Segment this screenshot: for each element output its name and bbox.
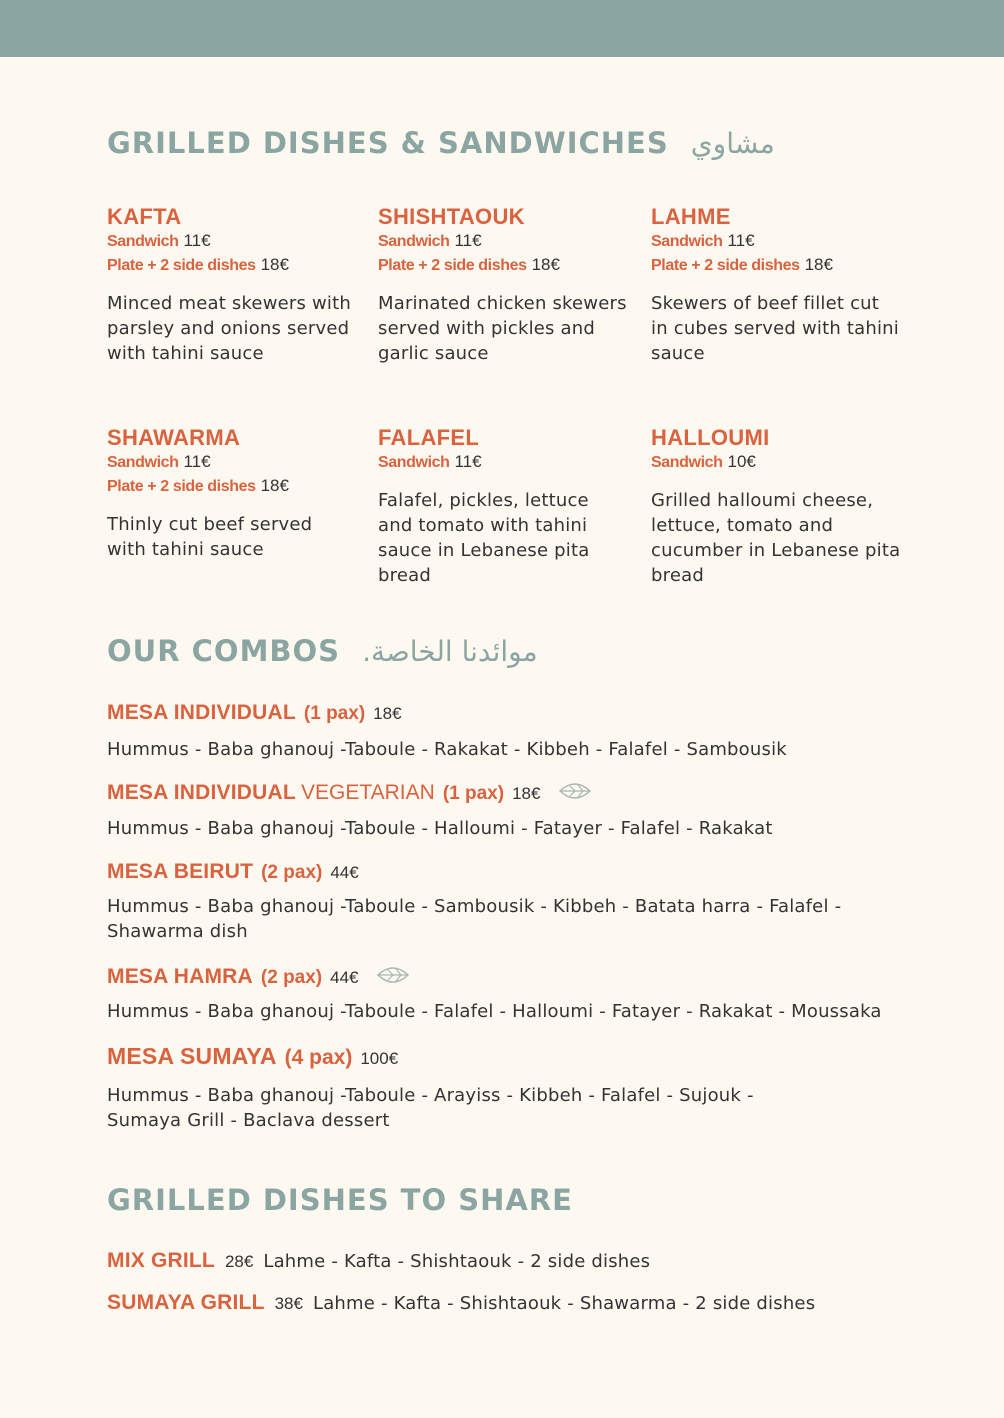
share-price: 38€ [274,1294,303,1313]
dish-lahme [651,205,901,366]
combo-price: 100€ [360,1049,399,1068]
combo-pax: (4 pax) [284,1046,353,1069]
plate-price-line [107,474,357,498]
section-title-text: OUR COMBOS [107,634,341,668]
price-value: 11€ [454,452,482,471]
price-label: Plate + 2 side dishes [107,257,256,274]
plate-price-line [107,253,357,277]
section-title-text: GRILLED DISHES & SANDWICHES [107,126,669,160]
combo-pax: (2 pax) [261,862,323,883]
sandwich-price-line [651,450,901,474]
dish-description: Thinly cut beef served with tahini sauce [107,514,313,560]
price-value: 18€ [260,476,289,495]
share-items: Lahme - Kafta - Shishtaouk - 2 side dishes [263,1251,651,1272]
price-label: Sandwich [107,233,179,250]
combo-mesa-individual-vegetarian [107,780,592,809]
combo-name: MESA INDIVIDUAL [107,701,296,724]
share-sumaya-grill [107,1290,815,1317]
combo-name: MESA BEIRUT [107,860,254,883]
sandwich-price-line [378,229,628,253]
sandwich-price-line [107,450,357,474]
plate-price-line [378,253,628,277]
dish-name: KAFTA [107,204,182,229]
price-value: 11€ [727,231,755,250]
dish-name: HALLOUMI [651,425,770,450]
combo-pax: (1 pax) [442,783,505,804]
leaf-icon [558,781,592,809]
combo-pax: (1 pax) [303,703,366,724]
sandwich-price-line [651,229,901,253]
combo-price: 18€ [512,784,541,803]
price-value: 11€ [183,231,211,250]
section-title-combos [107,634,538,668]
combo-items: Hummus - Baba ghanouj -Taboule - Rakakat - Kibbeh - Falafel - Sambousik [107,739,787,760]
price-label: Sandwich [651,454,723,471]
sandwich-price-line [107,229,357,253]
combo-price: 44€ [330,863,359,882]
dish-name: FALAFEL [378,425,480,450]
dish-shawarma [107,426,357,562]
combo-items: Hummus - Baba ghanouj -Taboule - Falafel - Halloumi - Fatayer - Rakakat - Moussaka [107,1001,882,1022]
dish-description: Marinated chicken skewers served with pickles and garlic sauce [378,293,627,364]
dish-falafel [378,426,628,588]
combo-mesa-hamra [107,964,410,993]
price-label: Sandwich [378,233,450,250]
dish-halloumi [651,426,901,588]
share-mix-grill [107,1248,650,1275]
share-price: 28€ [224,1252,254,1271]
combo-vegetarian-label: VEGETARIAN [301,781,435,804]
price-value: 10€ [727,452,756,471]
price-value: 18€ [531,255,560,274]
combo-name: MESA INDIVIDUAL [107,781,296,804]
combo-mesa-sumaya [107,1043,398,1072]
dish-description: Minced meat skewers with parsley and onions served with tahini sauce [107,293,351,364]
combo-name: MESA SUMAYA [107,1043,277,1069]
price-value: 11€ [183,452,211,471]
combo-price: 18€ [373,704,402,723]
dish-kafta [107,205,357,366]
section-title-arabic: مشاوي [690,127,775,160]
price-label: Plate + 2 side dishes [651,257,800,274]
price-label: Plate + 2 side dishes [107,478,256,495]
price-label: Sandwich [107,454,179,471]
price-value: 11€ [454,231,482,250]
price-label: Sandwich [651,233,723,250]
dish-description: Skewers of beef fillet cut in cubes served with tahini sauce [651,293,899,364]
leaf-icon [376,965,410,993]
combo-mesa-beirut [107,859,359,886]
dish-description: Grilled halloumi cheese, lettuce, tomato and cucumber in Lebanese pita bread [651,490,901,586]
dish-name: SHAWARMA [107,425,241,450]
dish-shishtaouk [378,205,628,366]
dish-name: SHISHTAOUK [378,204,525,229]
header-band [0,0,1004,57]
section-title-arabic: موائدنا الخاصة. [362,635,538,668]
section-title-grilled [107,126,775,160]
combo-pax: (2 pax) [260,967,323,988]
combo-items: Hummus - Baba ghanouj -Taboule - Arayiss - Kibbeh - Falafel - Sujouk - Sumaya Grill - Baclava dessert [107,1085,754,1131]
plate-price-line [651,253,901,277]
section-title-text: GRILLED DISHES TO SHARE [107,1183,573,1217]
sandwich-price-line [378,450,628,474]
price-label: Sandwich [378,454,450,471]
combo-name: MESA HAMRA [107,965,253,988]
combo-mesa-individual [107,700,402,727]
price-value: 18€ [260,255,289,274]
share-name: SUMAYA GRILL [107,1291,265,1314]
price-label: Plate + 2 side dishes [378,257,527,274]
price-value: 18€ [804,255,833,274]
combo-items: Hummus - Baba ghanouj -Taboule - Halloumi - Fatayer - Falafel - Rakakat [107,818,773,839]
combo-items: Hummus - Baba ghanouj -Taboule - Sambousik - Kibbeh - Batata harra - Falafel - Shawarma dish [107,896,842,942]
dish-description: Falafel, pickles, lettuce and tomato with tahini sauce in Lebanese pita bread [378,490,590,586]
combo-price: 44€ [330,968,359,987]
dish-name: LAHME [651,204,731,229]
section-title-share [107,1183,573,1217]
share-items: Lahme - Kafta - Shishtaouk - Shawarma - 2 side dishes [312,1293,816,1314]
share-name: MIX GRILL [107,1249,215,1272]
